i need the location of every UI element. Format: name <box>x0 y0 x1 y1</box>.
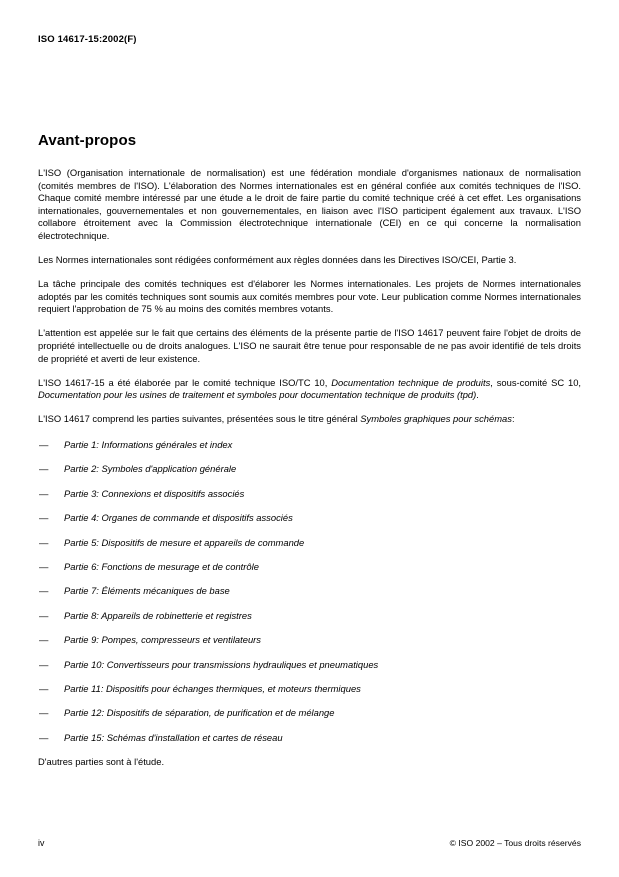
list-item-label: Partie 1: Informations générales et index <box>64 439 233 450</box>
paragraph-committee-origin <box>38 377 581 402</box>
paragraph-iso-description: L'ISO (Organisation internationale de normalisation) est une fédération mondiale d'organismes nationaux de normalisation (comités membres de l'ISO). L'élaboration des Normes internationales est en général confiée aux comités techniques de l'ISO. Chaque comité membre intéressé par une étude a le droit de faire partie du comité technique créé à cet effet. Les organisations internationales, gouvernementales et non gouvernementales, en liaison avec l'ISO participent également aux travaux. L'ISO collabore étroitement avec la Commission électrotechnique internationale (CEI) en ce qui concerne la normalisation électrotechnique. <box>38 167 581 241</box>
list-item-label: Partie 12: Dispositifs de séparation, de purification et de mélange <box>64 707 335 719</box>
page-content <box>38 132 581 769</box>
list-item <box>38 561 581 574</box>
list-item <box>38 537 581 550</box>
copyright-notice: © ISO 2002 – Tous droits réservés <box>449 838 581 848</box>
em-dash-marker-icon: — <box>39 731 48 743</box>
em-dash-marker-icon: — <box>39 707 48 719</box>
list-item-label: Partie 7: Éléments mécaniques de base <box>64 585 230 597</box>
em-dash-marker-icon: — <box>39 634 48 646</box>
list-item-label: Partie 4: Organes de commande et dispositifs associés <box>64 512 293 524</box>
em-dash-marker-icon: — <box>39 536 48 548</box>
list-item-label: Partie 11: Dispositifs pour échanges thermiques, et moteurs thermiques <box>64 682 361 694</box>
list-item-label: Partie 8: Appareils de robinetterie et registres <box>64 609 252 621</box>
em-dash-marker-icon: — <box>39 439 48 450</box>
em-dash-marker-icon: — <box>39 487 48 499</box>
list-item <box>38 707 581 720</box>
parts-list <box>38 439 581 744</box>
em-dash-marker-icon: — <box>39 560 48 572</box>
committee-origin-segment-3: . <box>476 389 479 401</box>
list-item <box>38 610 581 623</box>
list-item <box>38 732 581 745</box>
committee-origin-segment-1: L'ISO 14617-15 a été élaborée par le comité technique ISO/TC 10, <box>38 376 332 388</box>
list-item <box>38 463 581 476</box>
parts-intro-segment-1: L'ISO 14617 comprend les parties suivantes, présentées sous le titre général <box>38 413 361 425</box>
list-item-label: Partie 6: Fonctions de mesurage et de contrôle <box>64 560 259 572</box>
list-item <box>38 634 581 647</box>
page-number: iv <box>38 838 45 848</box>
running-header: ISO 14617-15:2002(F) <box>38 34 137 45</box>
list-item <box>38 683 581 696</box>
closing-statement: D'autres parties sont à l'étude. <box>38 756 165 768</box>
list-item-label: Partie 3: Connexions et dispositifs associés <box>64 487 245 499</box>
list-item <box>38 585 581 598</box>
list-item-label: Partie 2: Symboles d'application générale <box>64 463 237 475</box>
parts-intro-general-title: Symboles graphiques pour schémas <box>360 413 512 425</box>
list-item-label: Partie 9: Pompes, compresseurs et ventilateurs <box>64 634 261 646</box>
page-title: Avant-propos <box>38 132 137 149</box>
committee-origin-title-1: Documentation technique de produits <box>331 376 491 388</box>
paragraph-directives: Les Normes internationales sont rédigées conformément aux règles données dans les Directives ISO/CEI, Partie 3. <box>38 254 517 266</box>
page-footer <box>38 838 581 848</box>
em-dash-marker-icon: — <box>39 658 48 670</box>
em-dash-marker-icon: — <box>39 512 48 524</box>
list-item <box>38 488 581 501</box>
em-dash-marker-icon: — <box>39 585 48 597</box>
em-dash-marker-icon: — <box>39 609 48 621</box>
list-item <box>38 439 581 452</box>
list-item <box>38 659 581 672</box>
paragraph-patent-rights: L'attention est appelée sur le fait que certains des éléments de la présente partie de l'ISO 14617 peuvent faire l'objet de droits de propriété intellectuelle ou de droits analogues. L'ISO ne saurait être tenue pour responsable de ne pas avoir identifié de tels droits de propriété et averti de leur existence. <box>38 327 581 364</box>
parts-intro-segment-2: : <box>511 413 515 425</box>
parts-list-intro <box>38 413 581 426</box>
em-dash-marker-icon: — <box>39 682 48 694</box>
committee-origin-title-2: Documentation pour les usines de traitement et symboles pour documentation technique de produits (tpd) <box>38 389 477 401</box>
paragraph-technical-committees: La tâche principale des comités techniques est d'élaborer les Normes internationales. Les projets de Normes internationales adoptés par les comités techniques sont soumis aux comités membres pour vote. Leur publication comme Normes internationales requiert l'approbation de 75 % au moins des comités membres votants. <box>38 278 581 315</box>
list-item-label: Partie 5: Dispositifs de mesure et appareils de commande <box>64 536 305 548</box>
list-item <box>38 512 581 525</box>
committee-origin-segment-2: , sous-comité SC 10, <box>490 376 582 388</box>
em-dash-marker-icon: — <box>39 463 48 475</box>
list-item-label: Partie 15: Schémas d'installation et cartes de réseau <box>64 731 283 743</box>
list-item-label: Partie 10: Convertisseurs pour transmissions hydrauliques et pneumatiques <box>64 658 379 670</box>
